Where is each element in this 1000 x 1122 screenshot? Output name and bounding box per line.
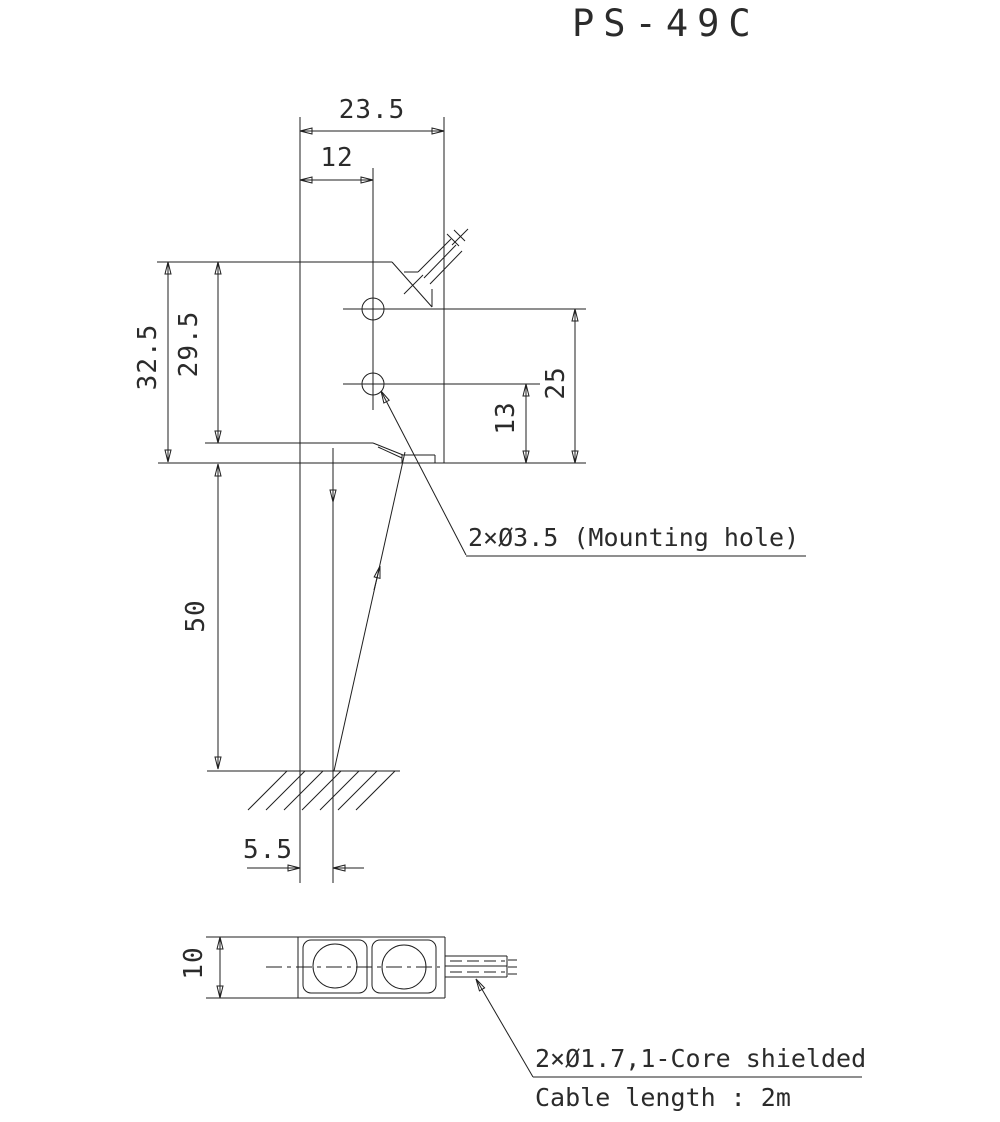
dim-axis-offset-label: 5.5 bbox=[243, 835, 293, 865]
lens-circle-left bbox=[313, 944, 357, 988]
dim-height-body-label: 29.5 bbox=[174, 310, 204, 378]
dim-sensing-distance-label: 50 bbox=[181, 599, 211, 633]
cable-lines bbox=[445, 956, 517, 977]
sensor-body-outline bbox=[157, 262, 586, 463]
dim-width-to-hole-axis-label: 12 bbox=[320, 143, 354, 173]
dim-hole-to-base-label: 13 bbox=[491, 401, 521, 435]
dim-height-total-label: 32.5 bbox=[133, 323, 163, 391]
cable-length-note: Cable length : 2m bbox=[535, 1083, 791, 1112]
dim-width-total-label: 23.5 bbox=[338, 95, 406, 125]
cable-spec-note: 2×Ø1.7,1-Core shielded bbox=[535, 1044, 867, 1073]
dim-thickness-label: 10 bbox=[179, 946, 209, 980]
ground-hatch bbox=[207, 771, 400, 810]
bottom-body-outline bbox=[206, 937, 445, 998]
front-view-drawing bbox=[157, 117, 806, 883]
extension-lines bbox=[300, 117, 444, 883]
page-title: PS-49C bbox=[572, 2, 760, 45]
cable-gland bbox=[392, 229, 468, 307]
optical-axis-lines bbox=[333, 452, 405, 771]
dim-hole-span-label: 25 bbox=[541, 366, 571, 400]
mounting-hole-note: 2×Ø3.5 (Mounting hole) bbox=[468, 523, 800, 552]
